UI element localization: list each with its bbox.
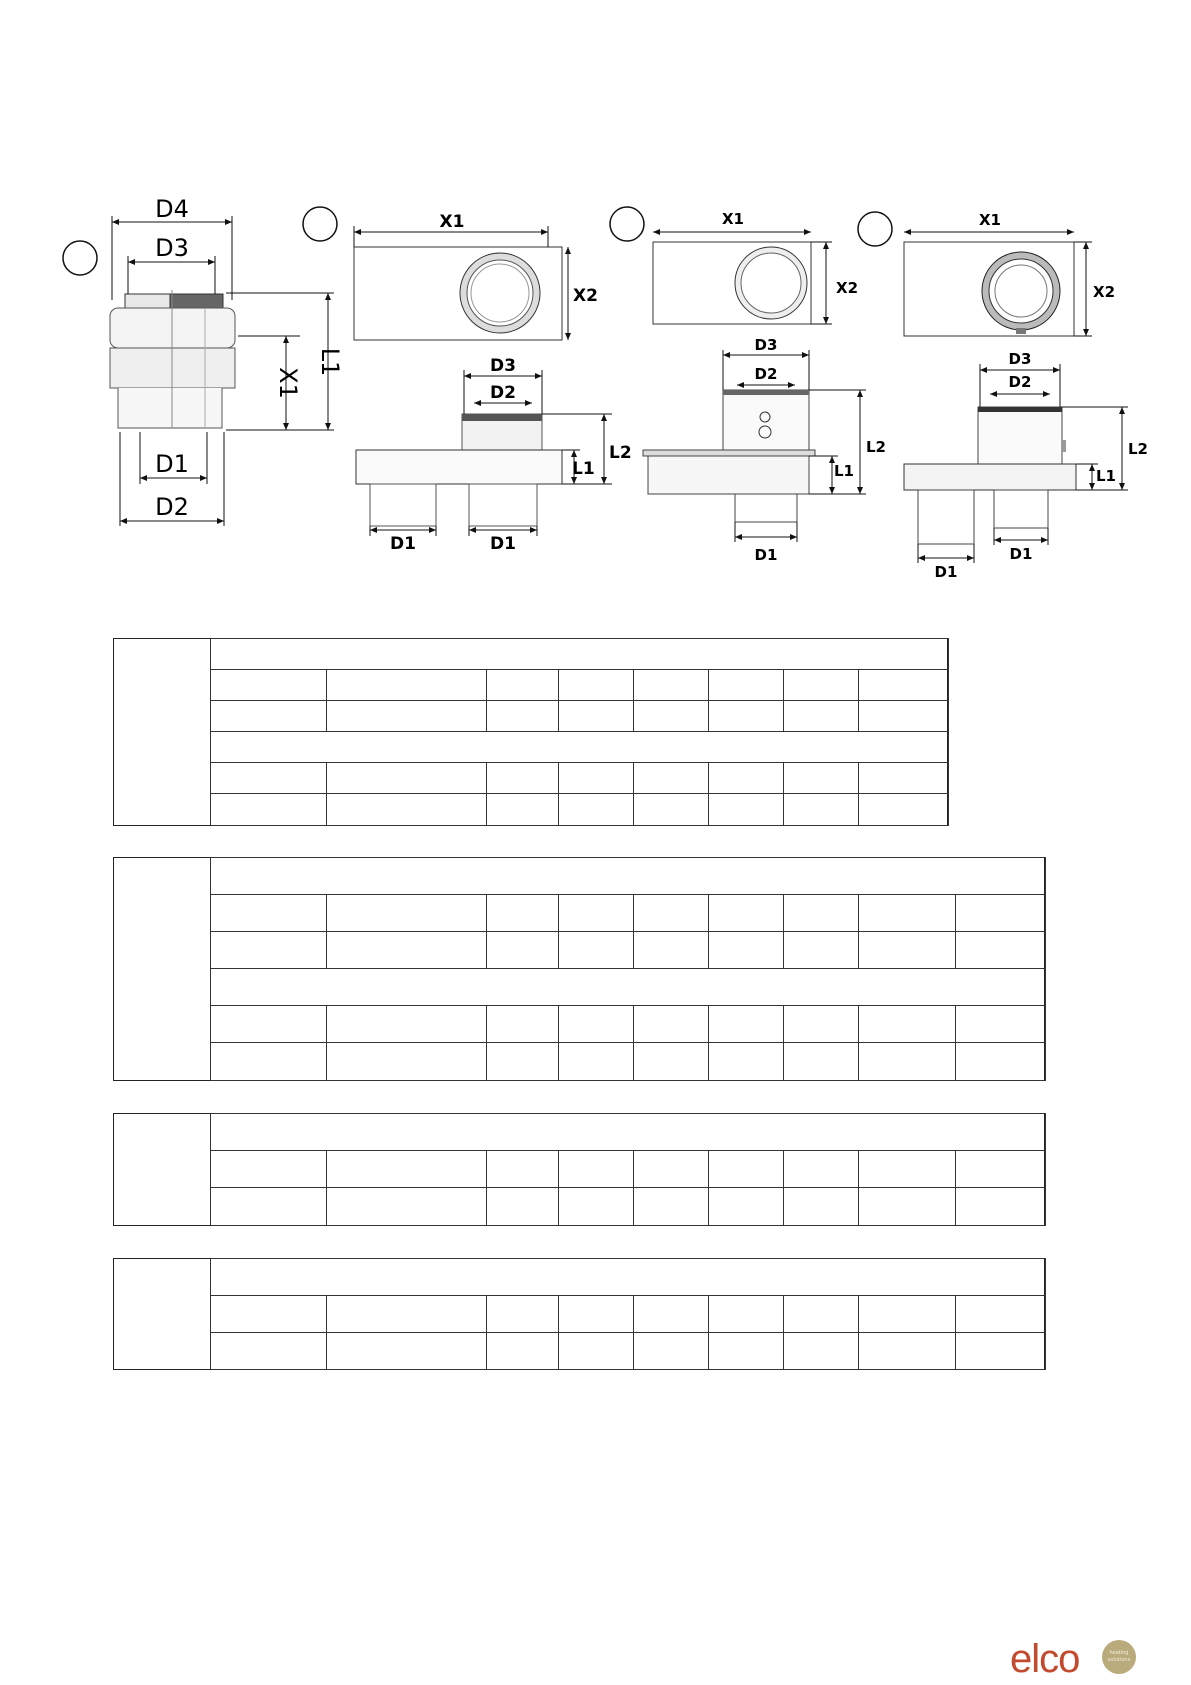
table-row <box>211 1151 327 1188</box>
table-row <box>211 670 327 701</box>
table-row <box>211 763 327 794</box>
fig4-dim-d2: D2 <box>1008 373 1032 391</box>
table-1-section-header-2 <box>211 732 949 763</box>
figure-4-drawing <box>858 211 1148 581</box>
fig1-dim-d2: D2 <box>155 493 189 521</box>
table-row <box>211 1296 327 1333</box>
table-3-figure-cell <box>114 1114 211 1225</box>
spec-table-4 <box>113 1258 1045 1370</box>
fig1-dim-d4: D4 <box>155 195 189 223</box>
fig4-dim-d1-left: D1 <box>934 563 958 581</box>
figure-2-number-circle <box>303 207 337 241</box>
fig4-dim-x2: X2 <box>1093 283 1116 301</box>
table-1-figure-cell <box>114 639 211 825</box>
product-drawings <box>0 0 1191 600</box>
fig4-dim-l1: L1 <box>1096 467 1116 485</box>
figure-3-number-circle <box>610 207 644 241</box>
table-row <box>211 1043 327 1081</box>
fig3-dim-l1: L1 <box>834 462 854 480</box>
fig3-dim-x1: X1 <box>721 210 745 228</box>
figure-1-drawing <box>63 195 344 526</box>
fig4-dim-d3: D3 <box>1008 350 1032 368</box>
figure-1-number-circle <box>63 241 97 275</box>
fig1-dim-l1: L1 <box>316 347 344 377</box>
fig2-dim-x1: X1 <box>439 212 465 232</box>
fig1-dim-x1: X1 <box>274 367 302 399</box>
table-4-figure-cell <box>114 1259 211 1369</box>
fig3-dim-d1: D1 <box>754 546 778 564</box>
figure-4-number-circle <box>858 212 892 246</box>
fig2-dim-x2: X2 <box>573 286 598 306</box>
fig1-dim-d3: D3 <box>155 234 189 262</box>
figure-2-drawing <box>303 207 632 554</box>
table-row <box>211 895 327 932</box>
table-row <box>211 701 327 732</box>
fig2-dim-d1-right: D1 <box>490 534 516 554</box>
fig3-dim-l2: L2 <box>866 438 886 456</box>
table-2-section-header-2 <box>211 969 1046 1006</box>
spec-table-2 <box>113 857 1045 1081</box>
fig4-dim-d1-right: D1 <box>1009 545 1033 563</box>
table-4-section-header <box>211 1259 1046 1296</box>
fig3-dim-d3: D3 <box>754 336 778 354</box>
table-row <box>211 932 327 969</box>
fig2-dim-d3: D3 <box>490 356 516 376</box>
fig2-dim-d1-left: D1 <box>390 534 416 554</box>
table-row <box>211 1333 327 1370</box>
fig2-dim-l1: L1 <box>572 459 595 479</box>
brand-name: elco <box>1010 1637 1080 1681</box>
table-3-section-header <box>211 1114 1046 1151</box>
table-2-figure-cell <box>114 858 211 1080</box>
brand-tagline: heating solutions <box>1107 1650 1131 1663</box>
table-row <box>211 1006 327 1043</box>
fig3-dim-d2: D2 <box>754 365 778 383</box>
brand-badge <box>1102 1640 1136 1674</box>
fig2-dim-l2: L2 <box>609 443 632 463</box>
fig4-dim-l2: L2 <box>1128 440 1148 458</box>
table-row <box>211 794 327 826</box>
figure-3-drawing <box>610 207 886 564</box>
fig2-dim-d2: D2 <box>490 383 516 403</box>
spec-table-1 <box>113 638 948 826</box>
table-row <box>211 1188 327 1226</box>
fig3-dim-x2: X2 <box>836 279 859 297</box>
fig4-dim-x1: X1 <box>978 211 1002 229</box>
fig1-dim-d1: D1 <box>155 450 189 478</box>
spec-table-3 <box>113 1113 1045 1226</box>
table-2-section-header <box>211 858 1046 895</box>
table-1-section-header <box>211 639 949 670</box>
